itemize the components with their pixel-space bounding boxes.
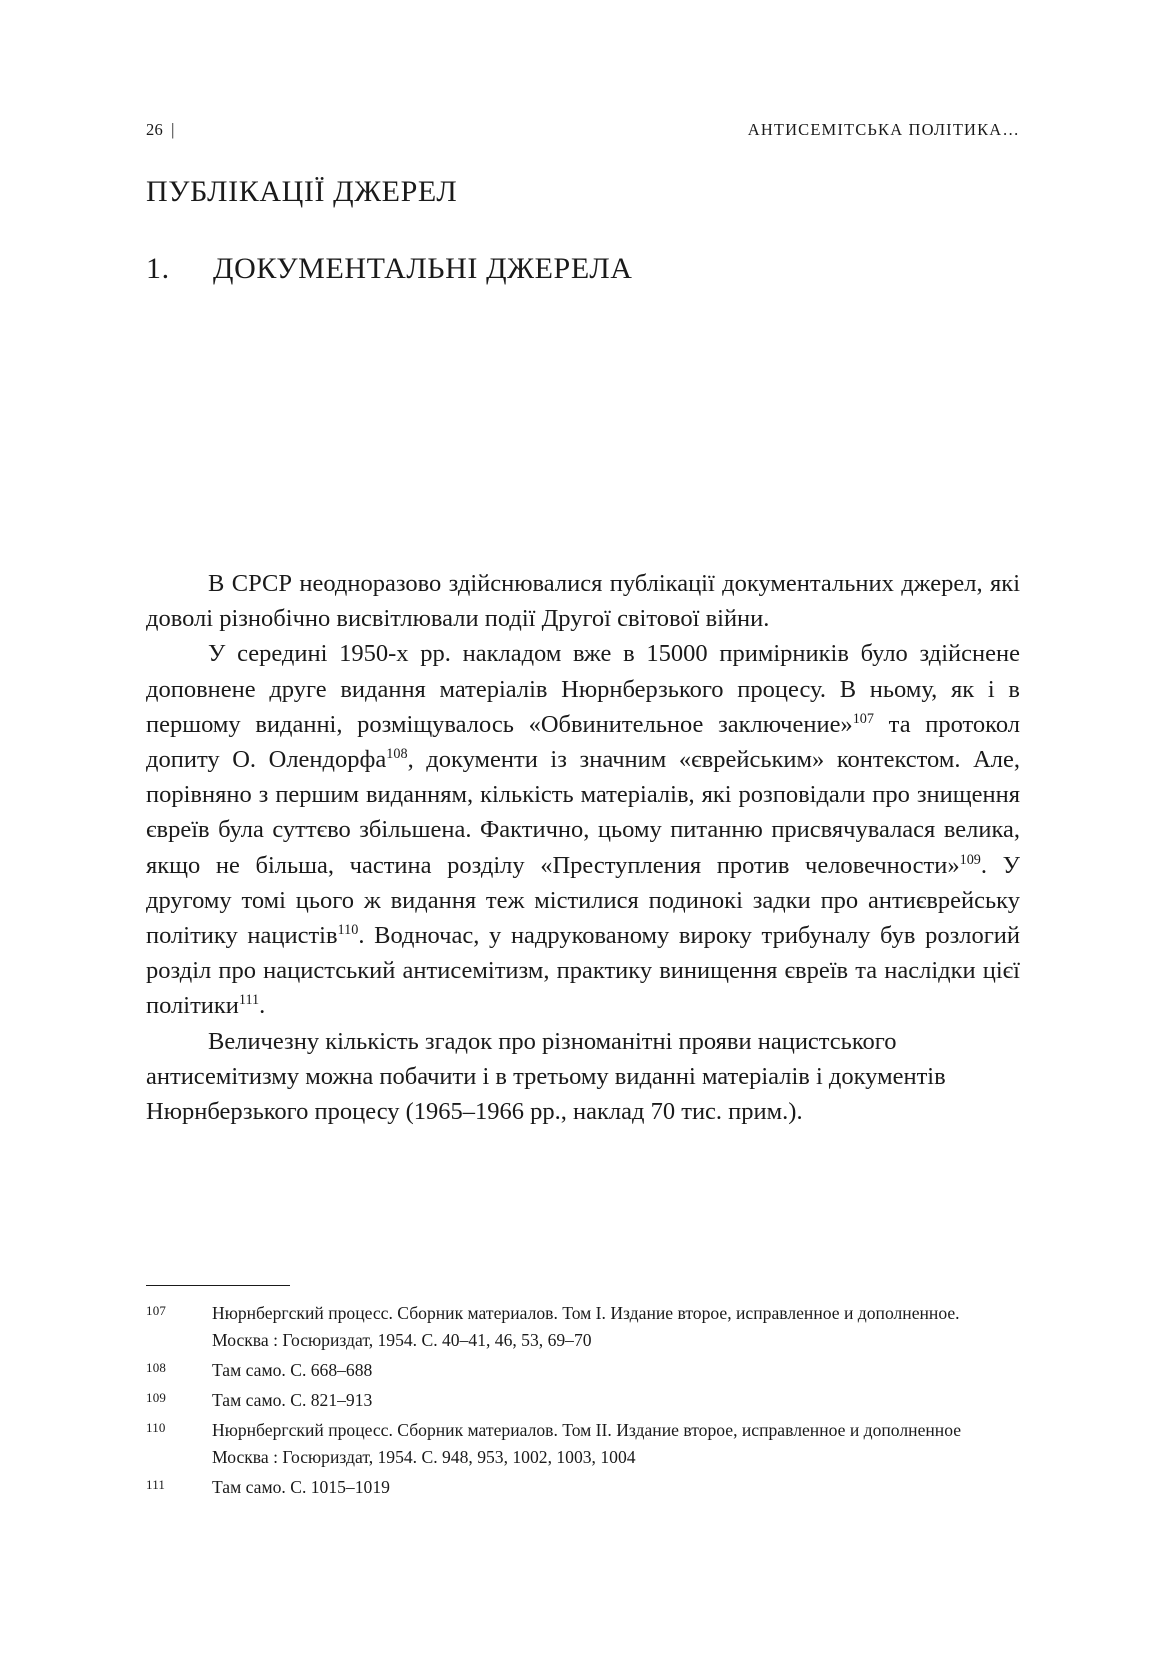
section-title: ПУБЛІКАЦІЇ ДЖЕРЕЛ [146, 175, 458, 208]
paragraph-1 [146, 566, 1020, 636]
footnote-item [146, 1387, 1020, 1414]
footnote-ref-111[interactable]: 111 [238, 992, 260, 1009]
footnote-ref-110[interactable]: 110 [337, 921, 359, 938]
chapter-number: 1. [146, 252, 170, 285]
paragraph-2-segment-b: та протокол допиту О. Олендорфа [146, 710, 1020, 774]
footnote-item [146, 1474, 1020, 1501]
footnotes-section [146, 1285, 1020, 1504]
footnote-ref-107[interactable]: 107 [852, 710, 874, 727]
footnote-number[interactable]: 109 [146, 1390, 167, 1405]
footnote-item [146, 1300, 1020, 1354]
chapter-heading [146, 252, 633, 286]
paragraph-3 [146, 1024, 1020, 1130]
footnote-list [146, 1300, 1020, 1501]
page-number-separator: | [171, 120, 175, 139]
paragraph-1-text: В СРСР неодноразово здійснювалися публікації документальних джерел, які доволі різнобічно висвітлювали події Другої світової війни. [146, 570, 1020, 633]
footnote-ref-108[interactable]: 108 [386, 745, 408, 762]
footnote-number[interactable]: 111 [146, 1477, 166, 1492]
page-number-value: 26 [146, 120, 164, 139]
footnote-item [146, 1417, 1020, 1471]
paragraph-2-segment-a: У середині 1950-х рр. накладом вже в 15000 примірників було здійснене доповнене друге видання матеріалів Нюрнберзького процесу. В ньому, як і в першому виданні, розміщувалось «Обвинительное заключение» [146, 640, 1020, 738]
footnote-text: Нюрнбергский процесс. Сборник материалов. Том II. Издание второе, исправленное и дополненное Москва : Госюриздат, 1954. С. 948, 953, 1002, 1003, 1004 [212, 1420, 962, 1467]
running-title: АНТИСЕМІТСЬКА ПОЛІТИКА… [747, 120, 1020, 139]
paragraph-2 [146, 636, 1020, 1023]
page-number [146, 120, 175, 140]
running-header [146, 120, 1020, 146]
paragraph-2-segment-f: . [259, 992, 266, 1020]
chapter-title: ДОКУМЕНТАЛЬНІ ДЖЕРЕЛА [213, 252, 633, 285]
paragraph-2-segment-c: , документи із значним «єврейським» контекстом. Але, порівняно з першим виданням, кількість матеріалів, які розповідали про знищення євреїв була суттєво збільшена. Фактично, цьому питанню присвячувалася велика, якщо не більша, частина розділу «Преступления против человечности» [146, 746, 1020, 879]
footnote-number[interactable]: 107 [146, 1303, 167, 1318]
footnote-number[interactable]: 108 [146, 1360, 167, 1375]
footnote-text: Там само. С. 668–688 [212, 1360, 373, 1380]
footnote-number[interactable]: 110 [146, 1420, 166, 1435]
body-text [146, 566, 1020, 1129]
footnote-separator-rule [146, 1285, 290, 1286]
footnote-text: Там само. С. 1015–1019 [212, 1477, 390, 1497]
footnote-text: Там само. С. 821–913 [212, 1390, 373, 1410]
paragraph-3-text: Величезну кількість згадок про різноманітні прояви нацистського антисемітизму можна побачити і в третьому виданні матеріалів і документів Нюрнберзького процесу (1965–1966 рр., наклад 70 тис. прим.). [146, 1027, 946, 1126]
footnote-item [146, 1357, 1020, 1384]
paragraph-2-segment-d: . У другому томі цього ж видання теж містилися подинокі задки про антиєврейську політику нацистів [146, 851, 1020, 950]
paragraph-2-segment-e: . Водночас, у надрукованому вироку трибуналу був розлогий розділ про нацистський антисемітизм, практику винищення євреїв та наслідки цієї політики [146, 922, 1020, 1020]
footnote-ref-109[interactable]: 109 [959, 851, 981, 868]
footnote-text: Нюрнбергский процесс. Сборник материалов. Том I. Издание второе, исправленное и дополненное. Москва : Госюриздат, 1954. С. 40–41, 46, 53, 69–70 [212, 1303, 960, 1350]
